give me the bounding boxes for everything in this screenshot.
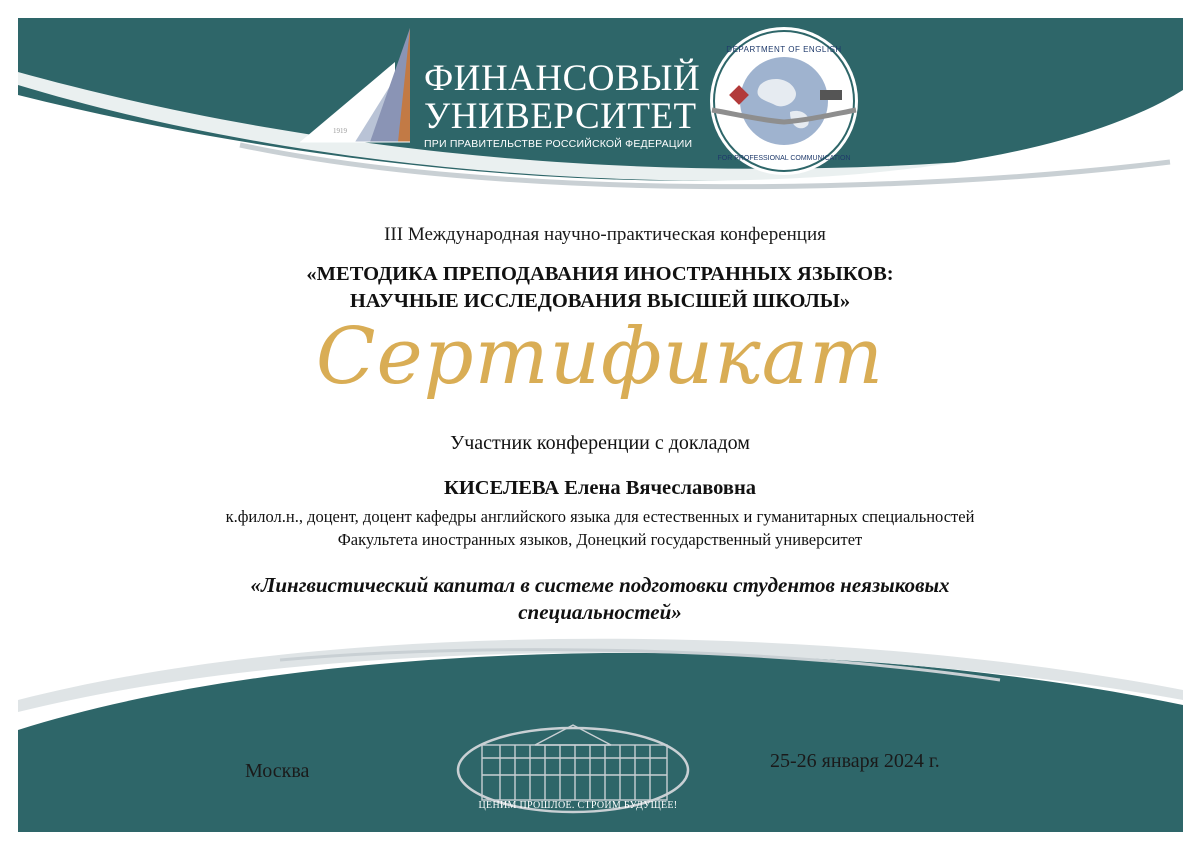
university-name-line2: УНИВЕРСИТЕТ bbox=[424, 96, 697, 137]
conference-subtitle: III Международная научно-практическая конференция bbox=[384, 224, 826, 245]
university-name-line1: ФИНАНСОВЫЙ bbox=[424, 58, 701, 99]
svg-text:DEPARTMENT OF ENGLISH: DEPARTMENT OF ENGLISH bbox=[726, 45, 842, 54]
event-date: 25-26 января 2024 г. bbox=[770, 750, 940, 772]
conference-title-line1: «МЕТОДИКА ПРЕПОДАВАНИЯ ИНОСТРАННЫХ ЯЗЫКОВ: bbox=[306, 263, 894, 285]
report-title bbox=[0, 572, 1200, 626]
founded-year: 1919 bbox=[333, 127, 347, 135]
certificate-heading: Сертификат bbox=[315, 312, 885, 402]
city: Москва bbox=[245, 760, 310, 782]
participant-details-line1: к.филол.н., доцент, доцент кафедры английского языка для естественных и гуманитарных специальностей bbox=[225, 507, 975, 526]
participant-role: Участник конференции с докладом bbox=[450, 432, 750, 454]
participant-name: КИСЕЛЕВА Елена Вячеславовна bbox=[443, 477, 757, 499]
participant-details-line2: Факультета иностранных языков, Донецкий государственный университет bbox=[337, 530, 863, 549]
motto: ЦЕНИМ ПРОШЛОЕ. СТРОИМ БУДУЩЕЕ! bbox=[478, 800, 678, 811]
conference-title-line2: НАУЧНЫЕ ИССЛЕДОВАНИЯ ВЫСШЕЙ ШКОЛЫ» bbox=[349, 290, 851, 312]
participant-details bbox=[0, 505, 1200, 551]
svg-text:FOR PROFESSIONAL COMMUNICATION: FOR PROFESSIONAL COMMUNICATION bbox=[717, 155, 851, 162]
report-title-line2: специальностей» bbox=[518, 600, 682, 624]
report-title-line1: «Лингвистический капитал в системе подготовки студентов неязыковых bbox=[250, 573, 950, 597]
conference-title bbox=[0, 261, 1200, 315]
department-seal-icon bbox=[710, 27, 858, 175]
university-name-line3: ПРИ ПРАВИТЕЛЬСТВЕ РОССИЙСКОЙ ФЕДЕРАЦИИ bbox=[424, 138, 693, 150]
university-name bbox=[424, 60, 700, 150]
